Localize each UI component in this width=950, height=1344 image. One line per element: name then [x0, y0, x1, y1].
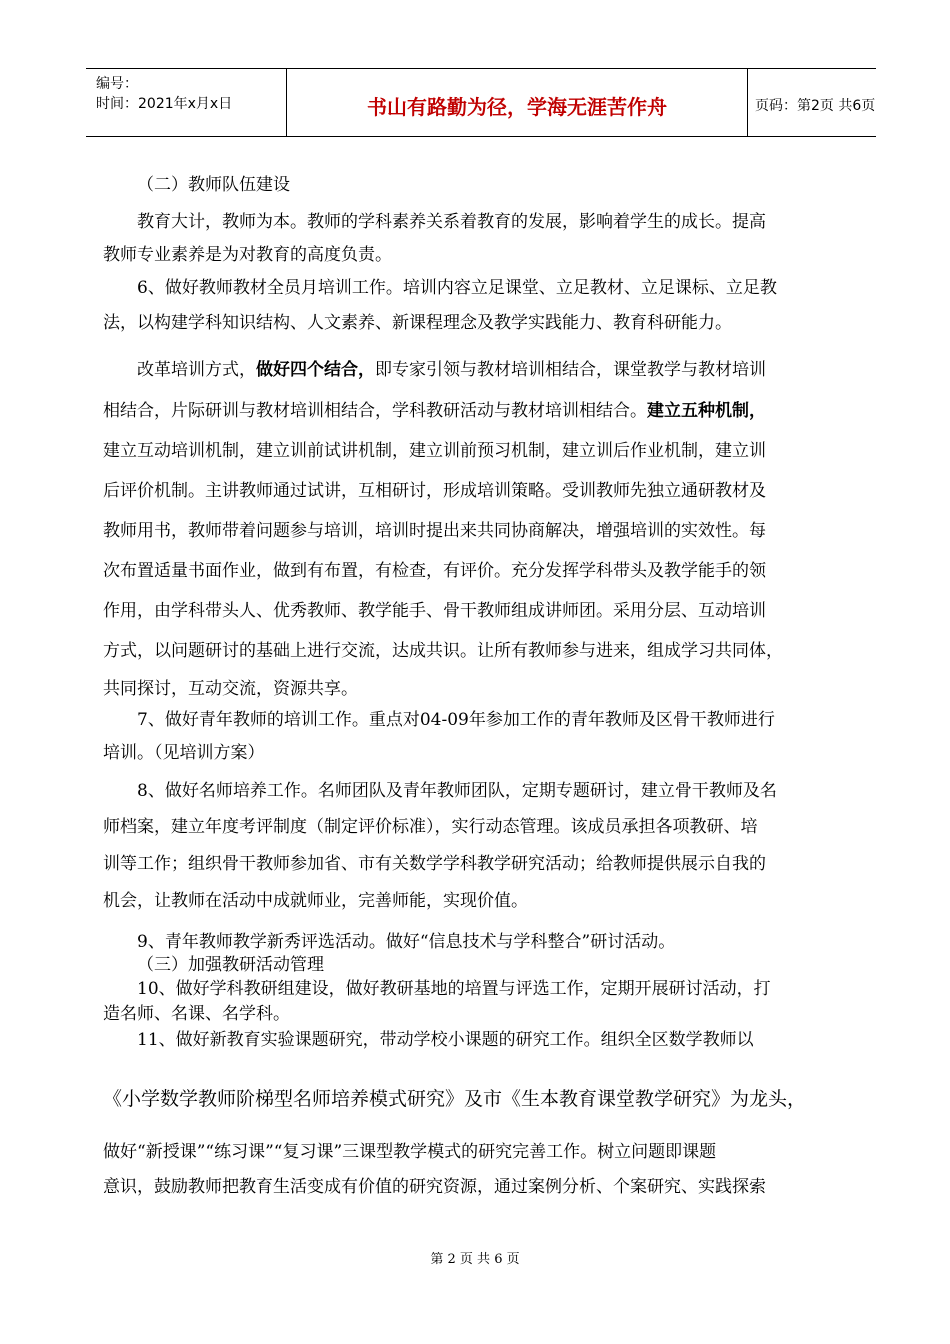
text-run: 改革培训方式， — [137, 360, 256, 380]
paragraph-line: 法，以构建学科知识结构、人文素养、新课程理念及教学实践能力、教育科研能力。 — [103, 313, 732, 333]
paragraph-line: 教师用书，教师带着问题参与培训，培训时提出来共同协商解决，增强培训的实效性。每 — [103, 521, 766, 541]
paragraph-line: 6、做好教师教材全员月培训工作。培训内容立足课堂、立足教材、立足课标、立足教 — [137, 278, 777, 298]
paragraph-line: 教育大计，教师为本。教师的学科素养关系着教育的发展，影响着学生的成长。提高 — [137, 212, 766, 232]
text-run: 即专家引领与教材培训相结合，课堂教学与教材培训 — [375, 360, 766, 380]
paragraph-line: 7、做好青年教师的培训工作。重点对04-09年参加工作的青年教师及区骨干教师进行 — [137, 710, 775, 730]
paragraph-line — [103, 396, 766, 421]
bold-phrase: 做好四个结合， — [256, 360, 375, 380]
header-page-cell — [747, 69, 876, 136]
page-header — [86, 68, 876, 137]
paragraph-line: 共同探讨，互动交流，资源共享。 — [103, 679, 358, 699]
paragraph-line: 造名师、名课、名学科。 — [103, 1004, 290, 1024]
paragraph-line — [137, 355, 766, 380]
paragraph-line: 次布置适量书面作业，做到有布置，有检查，有评价。充分发挥学科带头及教学能手的领 — [103, 561, 766, 581]
doc-time-label: 时间：2021年x月x日 — [96, 96, 233, 112]
paragraph-line: 作用，由学科带头人、优秀教师、教学能手、骨干教师组成讲师团。采用分层、互动培训 — [103, 601, 766, 621]
text-run: 相结合，片际研训与教材培训相结合，学科教研活动与教材培训相结合。 — [103, 401, 647, 421]
paragraph-line: 11、做好新教育实验课题研究，带动学校小课题的研究工作。组织全区数学教师以 — [137, 1030, 754, 1050]
bold-phrase: 建立五种机制， — [647, 401, 766, 421]
paragraph-line: 师档案，建立年度考评制度（制定评价标准），实行动态管理。该成员承担各项教研、培 — [103, 817, 758, 837]
paragraph-line: 10、做好学科教研组建设，做好教研基地的培置与评选工作，定期开展研讨活动，打 — [137, 979, 771, 999]
paragraph-line: 《小学数学教师阶梯型名师培养模式研究》及市《生本教育课堂教学研究》为龙头， — [103, 1088, 807, 1110]
paragraph-line: 教师专业素养是为对教育的高度负责。 — [103, 245, 392, 265]
motto-text: 书山有路勤为径，学海无涯苦作舟 — [367, 95, 667, 119]
paragraph-line: 8、做好名师培养工作。名师团队及青年教师团队，定期专题研讨，建立骨干教师及名 — [137, 781, 777, 801]
paragraph-line: 机会，让教师在活动中成就师业，完善师能，实现价值。 — [103, 891, 528, 911]
paragraph-line: 意识，鼓励教师把教育生活变成有价值的研究资源，通过案例分析、个案研究、实践探索 — [103, 1177, 766, 1197]
paragraph-line: 培训。（见培训方案） — [103, 743, 265, 763]
header-motto-cell — [286, 69, 748, 136]
header-meta-cell — [86, 69, 286, 136]
paragraph-line: 后评价机制。主讲教师通过试讲，互相研讨，形成培训策略。受训教师先独立通研教材及 — [103, 481, 766, 501]
page-code: 页码：第2页 共6页 — [755, 98, 876, 114]
page-footer: 第 2 页 共 6 页 — [430, 1252, 520, 1267]
paragraph-line: 9、青年教师教学新秀评选活动。做好“信息技术与学科整合”研讨活动。 — [137, 932, 676, 952]
paragraph-line: 建立互动培训机制，建立训前试讲机制，建立训前预习机制，建立训后作业机制，建立训 — [103, 441, 766, 461]
section-heading: （二）教师队伍建设 — [137, 175, 290, 195]
doc-number-label: 编号： — [96, 76, 138, 92]
paragraph-line: 方式，以问题研讨的基础上进行交流，达成共识。让所有教师参与进来，组成学习共同体， — [103, 641, 783, 661]
paragraph-line: 做好“新授课”“练习课”“复习课”三课型教学模式的研究完善工作。树立问题即课题 — [103, 1142, 717, 1162]
paragraph-line: 训等工作；组织骨干教师参加省、市有关数学学科教学研究活动；给教师提供展示自我的 — [103, 854, 766, 874]
section-heading: （三）加强教研活动管理 — [137, 955, 324, 975]
